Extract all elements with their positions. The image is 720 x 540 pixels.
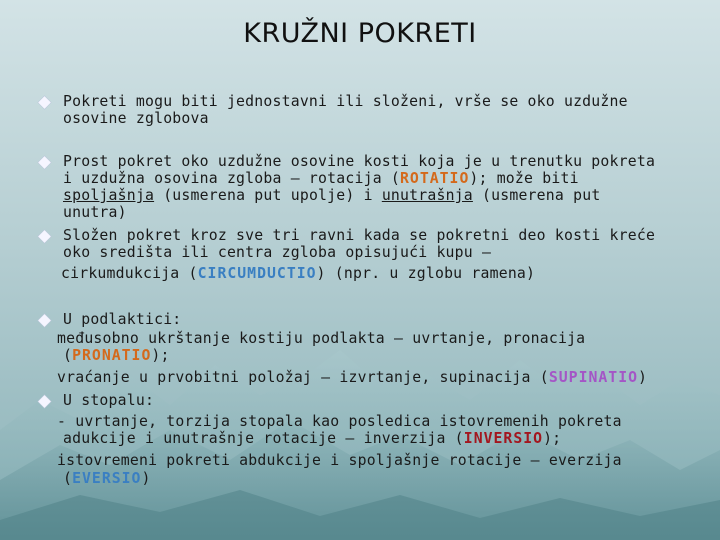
bullet4-line1: U podlaktici: <box>63 311 182 328</box>
bullet4-line3 <box>63 347 170 364</box>
text-segment: ) <box>141 470 151 487</box>
text-segment: ) (npr. u zglobu ramena) <box>316 265 536 282</box>
text-segment: ); može biti <box>469 170 579 187</box>
bullet5-line3 <box>63 430 561 447</box>
diamond-bullet-icon <box>38 230 51 243</box>
text-segment: ); <box>543 430 562 447</box>
text-segment: vraćanje u prvobitni položaj – izvrtanje, supinacija ( <box>57 369 549 386</box>
bullet5-line5 <box>63 470 151 487</box>
text-segment: ( <box>63 470 73 487</box>
text-segment: cirkumdukcija ( <box>61 265 198 282</box>
bullet1-line2: osovine zglobova <box>63 110 209 127</box>
text-segment: ); <box>151 347 170 364</box>
bullet2-line4: unutra) <box>63 204 127 221</box>
bullet4-line2: međusobno ukrštanje kostiju podlakta – uvrtanje, pronacija <box>57 330 586 347</box>
bullet2-line2 <box>63 170 579 187</box>
bullet4-line4 <box>57 369 647 386</box>
bullet5-line2: - uvrtanje, torzija stopala kao posledica istovremenih pokreta <box>57 413 622 430</box>
keyword-inversio: INVERSIO <box>463 430 544 447</box>
diamond-bullet-icon <box>38 156 51 169</box>
bullet2-line1: Prost pokret oko uzdužne osovine kosti koja je u trenutku pokreta <box>63 153 656 170</box>
text-segment: ) <box>638 369 648 386</box>
underlined-term: spoljašnja <box>63 187 155 204</box>
bullet5-line4: istovremeni pokreti abdukcije i spoljašnje rotacije – everzija <box>57 452 622 469</box>
bullet5-line1: U stopalu: <box>63 392 155 409</box>
text-segment: i uzdužna osovina zgloba – rotacija ( <box>63 170 401 187</box>
keyword-supinatio: SUPINATIO <box>548 369 639 386</box>
bullet3-line2: oko središta ili centra zgloba opisujući kupu – <box>63 244 492 261</box>
bullet1-line1: Pokreti mogu biti jednostavni ili složeni, vrše se oko uzdužne <box>63 93 628 110</box>
text-segment: ( <box>63 347 73 364</box>
keyword-eversio: EVERSIO <box>72 470 142 487</box>
underlined-term: unutrašnja <box>381 187 473 204</box>
text-segment: adukcije i unutrašnje rotacije – inverzija ( <box>63 430 464 447</box>
keyword-circumductio: CIRCUMDUCTIO <box>197 265 317 282</box>
text-segment: (usmerena put upolje) i <box>154 187 382 204</box>
keyword-pronatio: PRONATIO <box>72 347 152 364</box>
bullet2-line3 <box>63 187 600 204</box>
slide-title: KRUŽNI POKRETI <box>243 18 477 49</box>
text-segment: (usmerena put <box>472 187 601 204</box>
diamond-bullet-icon <box>38 96 51 109</box>
keyword-rotatio: ROTATIO <box>400 170 470 187</box>
bullet3-line1: Složen pokret kroz sve tri ravni kada se pokretni deo kosti kreće <box>63 227 656 244</box>
bullet3-line3 <box>61 265 535 282</box>
